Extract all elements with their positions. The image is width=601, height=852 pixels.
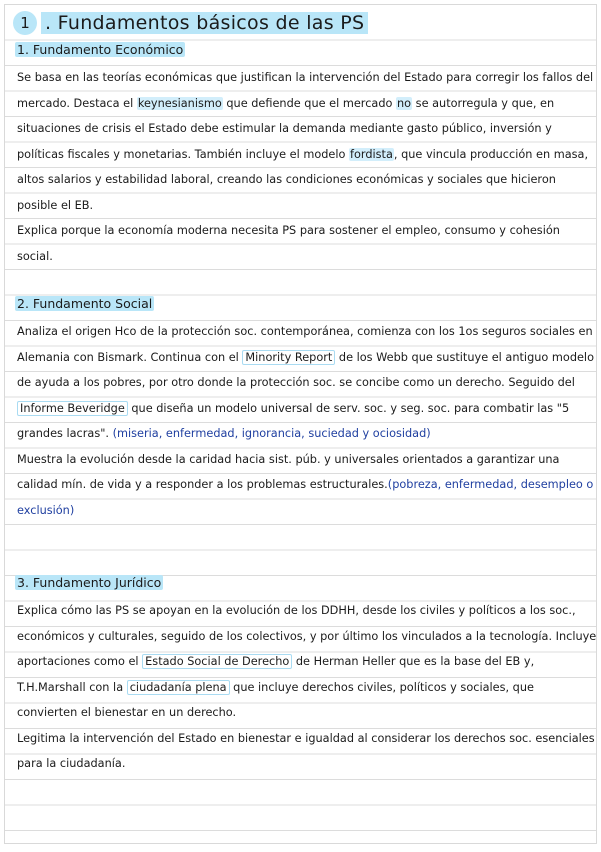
paragraph [17, 447, 597, 524]
boxed-minority-report: Minority Report [242, 350, 335, 365]
highlight-fordista: fordista [350, 147, 393, 161]
paragraph [17, 65, 597, 218]
blue-note: (pobreza, enfermedad, desempleo o exclusión) [17, 478, 594, 517]
text-run: se autorregula y que, en situaciones de crisis el Estado debe estimular la demanda mediante gasto público, inversión y políticas fiscales y monetarias. También incluye el modelo [17, 96, 555, 161]
text-run: Muestra la evolución desde la caridad hacia sist. púb. y universales orientados a garantizar una calidad mín. de vida y a responder a los problemas estructurales. [17, 452, 560, 491]
boxed-informe-beveridge: Informe Beveridge [17, 401, 128, 416]
text-run: que defiende que el mercado [222, 96, 397, 110]
paragraph [17, 598, 597, 726]
paragraph [17, 319, 597, 447]
section-body-economico [17, 65, 597, 269]
highlight-keynesianismo: keynesianismo [137, 96, 222, 110]
title-number: 1 [13, 11, 37, 35]
section-body-social [17, 319, 597, 523]
blue-note: (miseria, enfermedad, ignorancia, suciedad y ociosidad) [112, 427, 431, 440]
page-title [13, 11, 368, 35]
title-text: . Fundamentos básicos de las PS [41, 12, 368, 34]
text-run: Explica cómo las PS se apoyan en la evolución de los DDHH, desde los civiles y políticos a los soc., económicos y culturales, seguido de los colectivos, y por último los vinculados a la tecnología. Incluye aportaciones como el [17, 604, 597, 668]
boxed-estado-social: Estado Social de Derecho [142, 654, 292, 669]
notebook-page [4, 4, 597, 844]
text-run: Analiza el origen Hco de la protección soc. contemporánea, comienza con los 1os seguros sociales en Alemania con Bismark. Continua con el [17, 325, 593, 364]
text-run: , que vincula producción en masa, altos salarios y estabilidad laboral, creando las condiciones económicas y sociales que hicieron posible el EB. [17, 147, 589, 212]
text-run: Se basa en las teorías económicas que justifican la intervención del Estado para corregir los fallos del mercado. Destaca el [17, 71, 594, 110]
text-run: que incluye derechos civiles, políticos y sociales, que convierten el bienestar en un derecho. [17, 680, 534, 719]
paragraph: Explica porque la economía moderna necesita PS para sostener el empleo, consumo y cohesión social. [17, 224, 560, 263]
section-heading-social: 2. Fundamento Social [17, 296, 153, 311]
section-heading-juridico: 3. Fundamento Jurídico [17, 575, 162, 590]
text-run: de los Webb que sustituye el antiguo modelo de ayuda a los pobres, por otro donde la protección soc. se concibe como un derecho. Seguido del [17, 350, 594, 389]
section-heading-economico: 1. Fundamento Económico [17, 42, 184, 57]
boxed-ciudadania-plena: ciudadanía plena [127, 680, 230, 695]
text-run: de Herman Heller que es la base del EB y, T.H.Marshall con la [17, 655, 535, 694]
text-run: que diseña un modelo universal de serv. soc. y seg. soc. para combatir las "5 grandes lacras". [17, 401, 570, 440]
section-body-juridico [17, 598, 597, 777]
highlight-no: no [397, 96, 412, 110]
paragraph: Legitima la intervención del Estado en bienestar e igualdad al considerar los derechos soc. esenciales para la ciudadanía. [17, 731, 595, 770]
